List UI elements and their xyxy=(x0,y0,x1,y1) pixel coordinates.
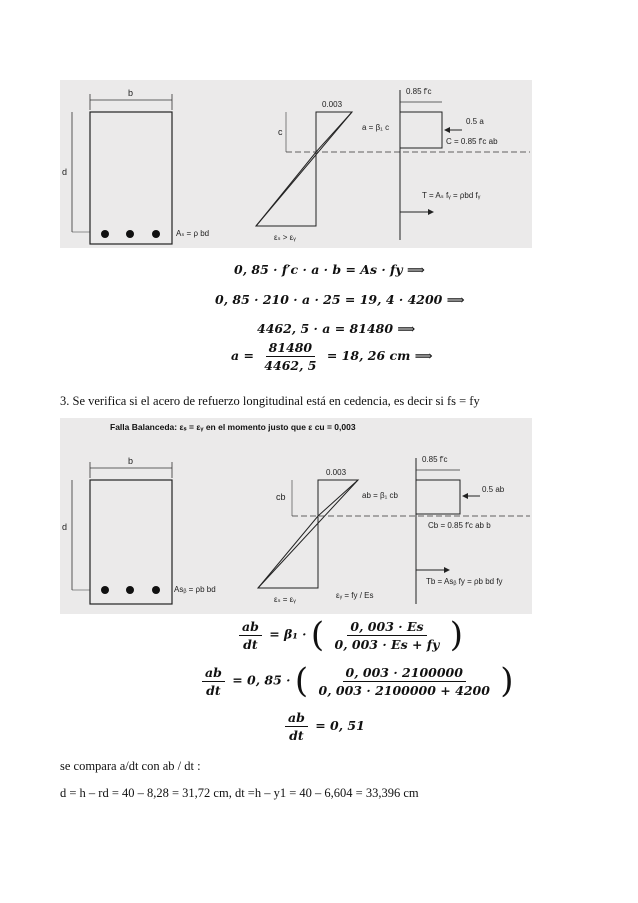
ratio-2-numerator: ab xyxy=(202,665,225,682)
fig1-as-label: Aₛ = ρ bd xyxy=(176,229,210,238)
equation-2-line-2 xyxy=(199,661,514,701)
equation-2-line-2-fraction xyxy=(316,665,493,698)
equation-2-line-1 xyxy=(236,615,464,655)
equation-1-line-2: 0, 85 · 210 · a · 25 = 19, 4 · 4200 ⟹ xyxy=(215,292,465,307)
equation-1-fraction-denominator: 4462, 5 xyxy=(264,358,317,373)
fig2-es-ey-label: εₛ = εᵧ xyxy=(274,595,296,604)
equation-2-line-1-lhs: = β₁ · xyxy=(269,626,307,642)
fig2-title: Falla Balanceda: εₛ = εᵧ en el momento justo que ε cu = 0,003 xyxy=(110,422,356,432)
figure-2-svg xyxy=(60,418,532,614)
ratio-1-numerator: ab xyxy=(239,619,262,636)
fig2-T-label: Tb = Asᵦ fy = ρb bd fy xyxy=(426,577,503,586)
fig1-c-label: c xyxy=(278,127,283,137)
fig1-b-label: b xyxy=(128,88,134,98)
ratio-3-numerator: ab xyxy=(285,710,308,727)
left-parenthesis: ( xyxy=(310,615,325,655)
paragraph-depth-calc: d = h – rd = 40 – 8,28 = 31,72 cm, dt =h – y1 = 40 – 6,604 = 33,396 cm xyxy=(60,786,419,800)
fig2-strain-label: 0.003 xyxy=(326,468,347,477)
ratio-2-denominator: dt xyxy=(206,682,221,698)
left-parenthesis: ( xyxy=(294,661,309,701)
fig1-half-a-label: 0.5 a xyxy=(466,117,484,126)
fig2-d-label: d xyxy=(62,522,68,532)
ratio-fraction-3 xyxy=(285,710,308,743)
fig1-es-ey-label: εₛ > εᵧ xyxy=(274,233,296,242)
equation-1-line-4-rhs: = 18, 26 cm ⟹ xyxy=(326,348,433,363)
fig1-fc-label: 0.85 f′c xyxy=(406,87,432,96)
equation-1-line-4 xyxy=(231,340,433,373)
ratio-1-denominator: dt xyxy=(243,636,258,652)
paragraph-yield-check: 3. Se verifica si el acero de refuerzo longitudinal está en cedencia, es decir si fs = fy xyxy=(60,394,480,408)
equation-1-fraction-numerator: 81480 xyxy=(266,340,316,357)
fig2-fc-label: 0.85 f′c xyxy=(422,455,448,464)
equation-1-fraction xyxy=(261,340,319,373)
equation-2-line-1-denominator: 0, 003 · Es + fy xyxy=(334,636,440,652)
paragraph-compare: se compara a/dt con ab / dt : xyxy=(60,759,201,773)
equation-1-line-3: 4462, 5 · a = 81480 ⟹ xyxy=(257,321,416,336)
equation-2-line-1-numerator: 0, 003 · Es xyxy=(347,619,426,636)
right-parenthesis: ) xyxy=(449,615,464,655)
fig1-a-label: a = β₁ c xyxy=(362,123,390,132)
equation-2-line-1-fraction xyxy=(332,619,443,652)
figure-strain-stress-diagram xyxy=(60,80,532,248)
equation-2-line-3-rhs: = 0, 51 xyxy=(315,718,365,733)
fig2-ey-def-label: εᵧ = fy / Es xyxy=(336,591,374,600)
right-parenthesis: ) xyxy=(500,661,514,701)
equation-1-line-4-lhs: a = xyxy=(231,348,254,363)
fig1-strain-label: 0.003 xyxy=(322,100,343,109)
figure-balanced-failure-diagram xyxy=(60,418,532,614)
equation-2-line-2-lhs: = 0, 85 · xyxy=(232,672,291,688)
ratio-3-denominator: dt xyxy=(289,728,304,743)
fig2-C-label: Cb = 0.85 f′c ab b xyxy=(428,521,491,530)
fig1-C-label: C = 0.85 f′c ab xyxy=(446,137,498,146)
equation-2-line-3 xyxy=(282,710,365,743)
figure-1-svg xyxy=(60,80,532,248)
fig1-T-label: T = Aₛ fᵧ = ρbd fᵧ xyxy=(422,191,481,200)
fig2-b-label: b xyxy=(128,456,134,466)
equation-2-line-2-denominator: 0, 003 · 2100000 + 4200 xyxy=(318,682,490,698)
fig2-cb-label: cb xyxy=(276,492,286,502)
equation-1-line-1: 0, 85 · f′c · a · b = As · fy ⟹ xyxy=(234,262,425,277)
fig2-as-label: Asᵦ = ρb bd xyxy=(174,585,216,594)
ratio-fraction-1 xyxy=(239,619,262,652)
fig1-d-label: d xyxy=(62,167,68,177)
fig2-a-label: ab = β₁ cb xyxy=(362,491,398,500)
fig2-half-a-label: 0.5 ab xyxy=(482,485,505,494)
equation-2-line-2-numerator: 0, 003 · 2100000 xyxy=(343,665,466,682)
ratio-fraction-2 xyxy=(202,665,225,698)
